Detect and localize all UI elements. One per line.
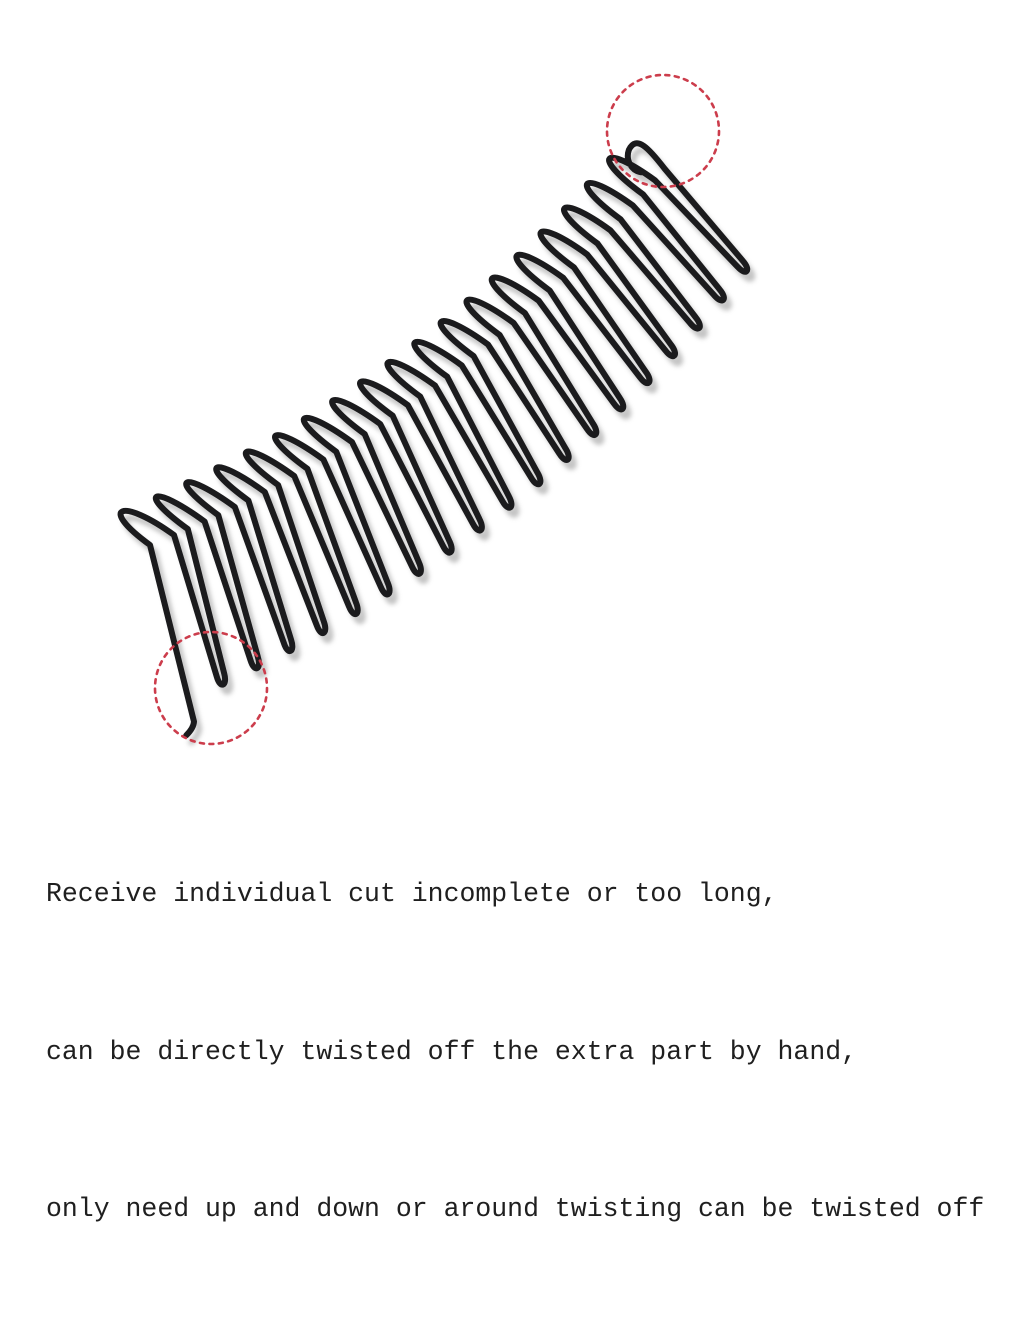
caption-line-2: can be directly twisted off the extra part by hand, [46,1036,858,1067]
highlight-circles [155,75,719,744]
caption [46,763,984,1341]
caption-line-3: only need up and down or around twisting can be twisted off [46,1194,985,1224]
wire-comb-path [121,143,748,735]
wire-comb-group [121,143,748,735]
caption-line-1: Receive individual cut incomplete or too long, [46,879,778,909]
